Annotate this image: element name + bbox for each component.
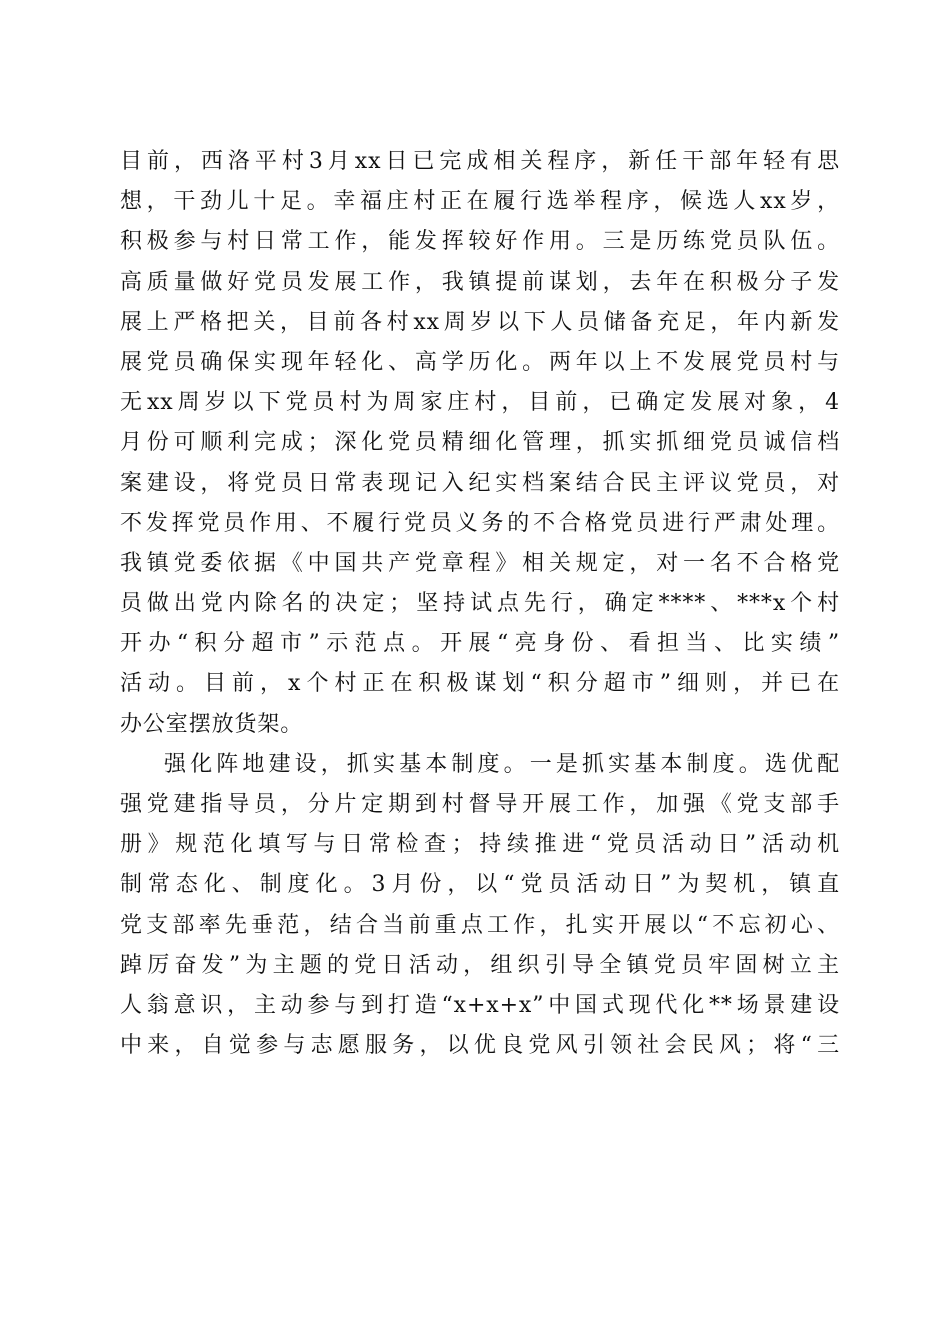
text-line: 无xx周岁以下党员村为周家庄村，目前，已确定发展对象，4 [120,390,840,416]
text-line: 办公室摆放货架。 [120,711,304,737]
text-line: 想，干劲儿十足。幸福庄村正在履行选举程序，候选人xx岁， [120,189,840,215]
text-line: 中来，自觉参与志愿服务，以优良党风引领社会民风；将“三 [120,1033,840,1059]
text-line: 积极参与村日常工作，能发挥较好作用。三是历练党员队伍。 [120,229,840,255]
text-line: 册》规范化填写与日常检查；持续推进“党员活动日”活动机 [120,832,840,858]
text-line: 活动。目前，x个村正在积极谋划“积分超市”细则，并已在 [120,671,840,697]
text-line: 展党员确保实现年轻化、高学历化。两年以上不发展党员村与 [120,349,840,375]
text-line: 强党建指导员，分片定期到村督导开展工作，加强《党支部手 [120,792,840,817]
text-line: 踔厉奋发”为主题的党日活动，组织引导全镇党员牢固树立主 [120,952,840,978]
text-line: 不发挥党员作用、不履行党员义务的不合格党员进行严肃处理。 [120,510,840,536]
text-line: 目前，西洛平村3月xx日已完成相关程序，新任干部年轻有思 [120,149,840,174]
paragraph-1 [120,142,840,745]
paragraph-2 [120,745,840,1067]
text-line: 员做出党内除名的决定；坚持试点先行，确定****、***x个村 [120,591,840,617]
text-line: 案建设，将党员日常表现记入纪实档案结合民主评议党员，对 [120,470,840,496]
text-line: 高质量做好党员发展工作，我镇提前谋划，去年在积极分子发 [120,269,840,295]
document-body [120,142,840,1066]
text-line: 展上严格把关，目前各村xx周岁以下人员储备充足，年内新发 [120,309,840,335]
text-line: 我镇党委依据《中国共产党章程》相关规定，对一名不合格党 [120,550,840,576]
text-line: 开办“积分超市”示范点。开展“亮身份、看担当、比实绩” [120,631,840,657]
text-line: 党支部率先垂范，结合当前重点工作，扎实开展以“不忘初心、 [120,912,840,938]
text-line: 制常态化、制度化。3月份，以“党员活动日”为契机，镇直 [120,872,840,898]
text-line: 强化阵地建设，抓实基本制度。一是抓实基本制度。选优配 [164,751,840,777]
text-line: 月份可顺利完成；深化党员精细化管理，抓实抓细党员诚信档 [120,430,840,456]
text-line: 人翁意识，主动参与到打造“x+x+x”中国式现代化**场景建设 [120,992,840,1018]
